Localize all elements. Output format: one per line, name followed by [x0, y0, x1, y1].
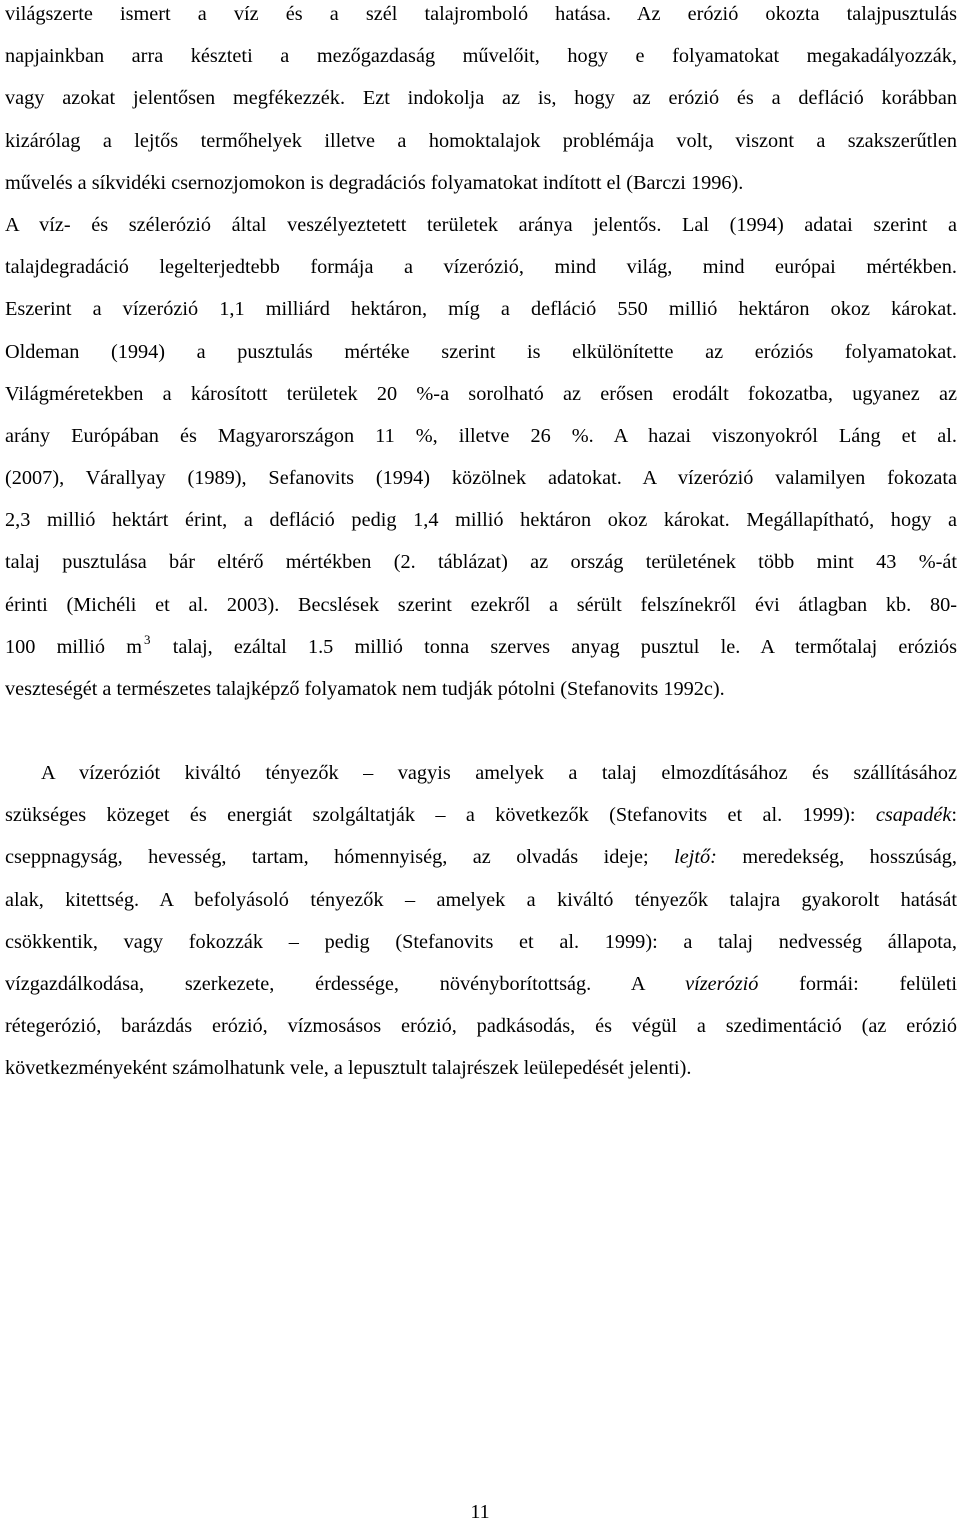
text-segment: talaj, ezáltal 1.5 millió tonna szerves anyag pusztul le. A termőtalaj eróziós: [151, 635, 957, 658]
text-segment: meredekség, hosszúság,: [716, 846, 957, 869]
text-line-with-italic: [5, 963, 957, 1005]
italic-term: vízerózió: [685, 972, 759, 995]
text-line: csökkentik, vagy fokozzák – pedig (Stefanovits et al. 1999): a talaj nedvesség állapota,: [5, 930, 957, 953]
text-line: 2,3 millió hektárt érint, a defláció pedig 1,4 millió hektáron okoz károkat. Megállapítható, hogy a: [5, 509, 957, 532]
superscript-exponent: 3: [144, 631, 151, 647]
text-line: Világméretekben a károsított területek 20 %-a sorolható az erősen erodált fokozatba, ugyanez az: [5, 382, 957, 405]
text-line-with-italic: [5, 794, 957, 836]
text-segment: cseppnagyság, hevesség, tartam, hómennyiség, az olvadás ideje;: [5, 846, 675, 869]
italic-term: lejtő:: [674, 846, 717, 869]
text-line: talaj pusztulása bár eltérő mértékben (2. táblázat) az ország területének több mint 43 %-át: [5, 551, 957, 574]
text-line: A víz- és szélerózió által veszélyeztetett területek aránya jelentős. Lal (1994) adatai szerint a: [5, 213, 957, 236]
text-segment: 100 millió m: [5, 635, 143, 658]
text-segment: :: [951, 804, 957, 827]
text-segment: szükséges közeget és energiát szolgáltatják – a következők (Stefanovits et al. 1999):: [5, 804, 876, 827]
text-line-with-superscript: [5, 626, 957, 668]
text-line: művelés a síkvidéki csernozjomokon is degradációs folyamatokat indított el (Barczi 1996).: [5, 171, 744, 194]
paragraph-erosion-factors: [5, 752, 957, 1090]
text-line: arány Európában és Magyarországon 11 %, illetve 26 %. A hazai viszonyokról Láng et al.: [5, 424, 957, 447]
text-segment: vízgazdálkodása, szerkezete, érdessége, növényborítottság. A: [5, 972, 686, 995]
text-line: veszteségét a természetes talajképző folyamatok nem tudják pótolni (Stefanovits 1992c).: [5, 678, 725, 700]
text-line: vagy azokat jelentősen megfékezzék. Ezt indokolja az is, hogy az erózió és a defláció korábban: [5, 87, 957, 110]
text-segment: formái: felületi: [758, 972, 957, 995]
text-line: Eszerint a vízerózió 1,1 milliárd hektáron, míg a defláció 550 millió hektáron okoz károkat.: [5, 298, 957, 321]
text-line-with-italic: [5, 836, 957, 878]
text-line: következményeként számolhatunk vele, a lepusztult talajrészek leülepedését jelenti).: [5, 1057, 692, 1080]
text-line: (2007), Várallyay (1989), Sefanovits (1994) közölnek adatokat. A vízerózió valamilyen fokozata: [5, 467, 957, 490]
paragraph-erosion-overview: [5, 0, 957, 710]
text-line: rétegerózió, barázdás erózió, vízmosásos erózió, padkásodás, és végül a szedimentáció (az erózió: [5, 1015, 957, 1038]
text-line: talajdegradáció legelterjedtebb formája a vízerózió, mind világ, mind európai mértékben.: [5, 256, 957, 279]
page-number: 11: [470, 1501, 490, 1523]
text-line: alak, kitettség. A befolyásoló tényezők – amelyek a kiváltó tényezők talajra gyakorolt hatását: [5, 888, 957, 911]
text-line: Oldeman (1994) a pusztulás mértéke szerint is elkülönítette az eróziós folyamatokat.: [5, 340, 957, 363]
text-line: kizárólag a lejtős termőhelyek illetve a homoktalajok problémája volt, viszont a szakszerűtlen: [5, 129, 957, 152]
text-line: A vízeróziót kiváltó tényezők – vagyis amelyek a talaj elmozdításához és szállításához: [41, 762, 957, 784]
text-line: világszerte ismert a víz és a szél talajromboló hatása. Az erózió okozta talajpusztulás: [5, 3, 957, 25]
italic-term: csapadék: [875, 804, 952, 827]
text-line: napjainkban arra készteti a mezőgazdaság művelőit, hogy e folyamatokat megakadályozzák,: [5, 45, 957, 68]
text-line: érinti (Michéli et al. 2003). Becslések szerint ezekről a sérült felszínekről évi átlagban kb. 80-: [5, 593, 957, 616]
